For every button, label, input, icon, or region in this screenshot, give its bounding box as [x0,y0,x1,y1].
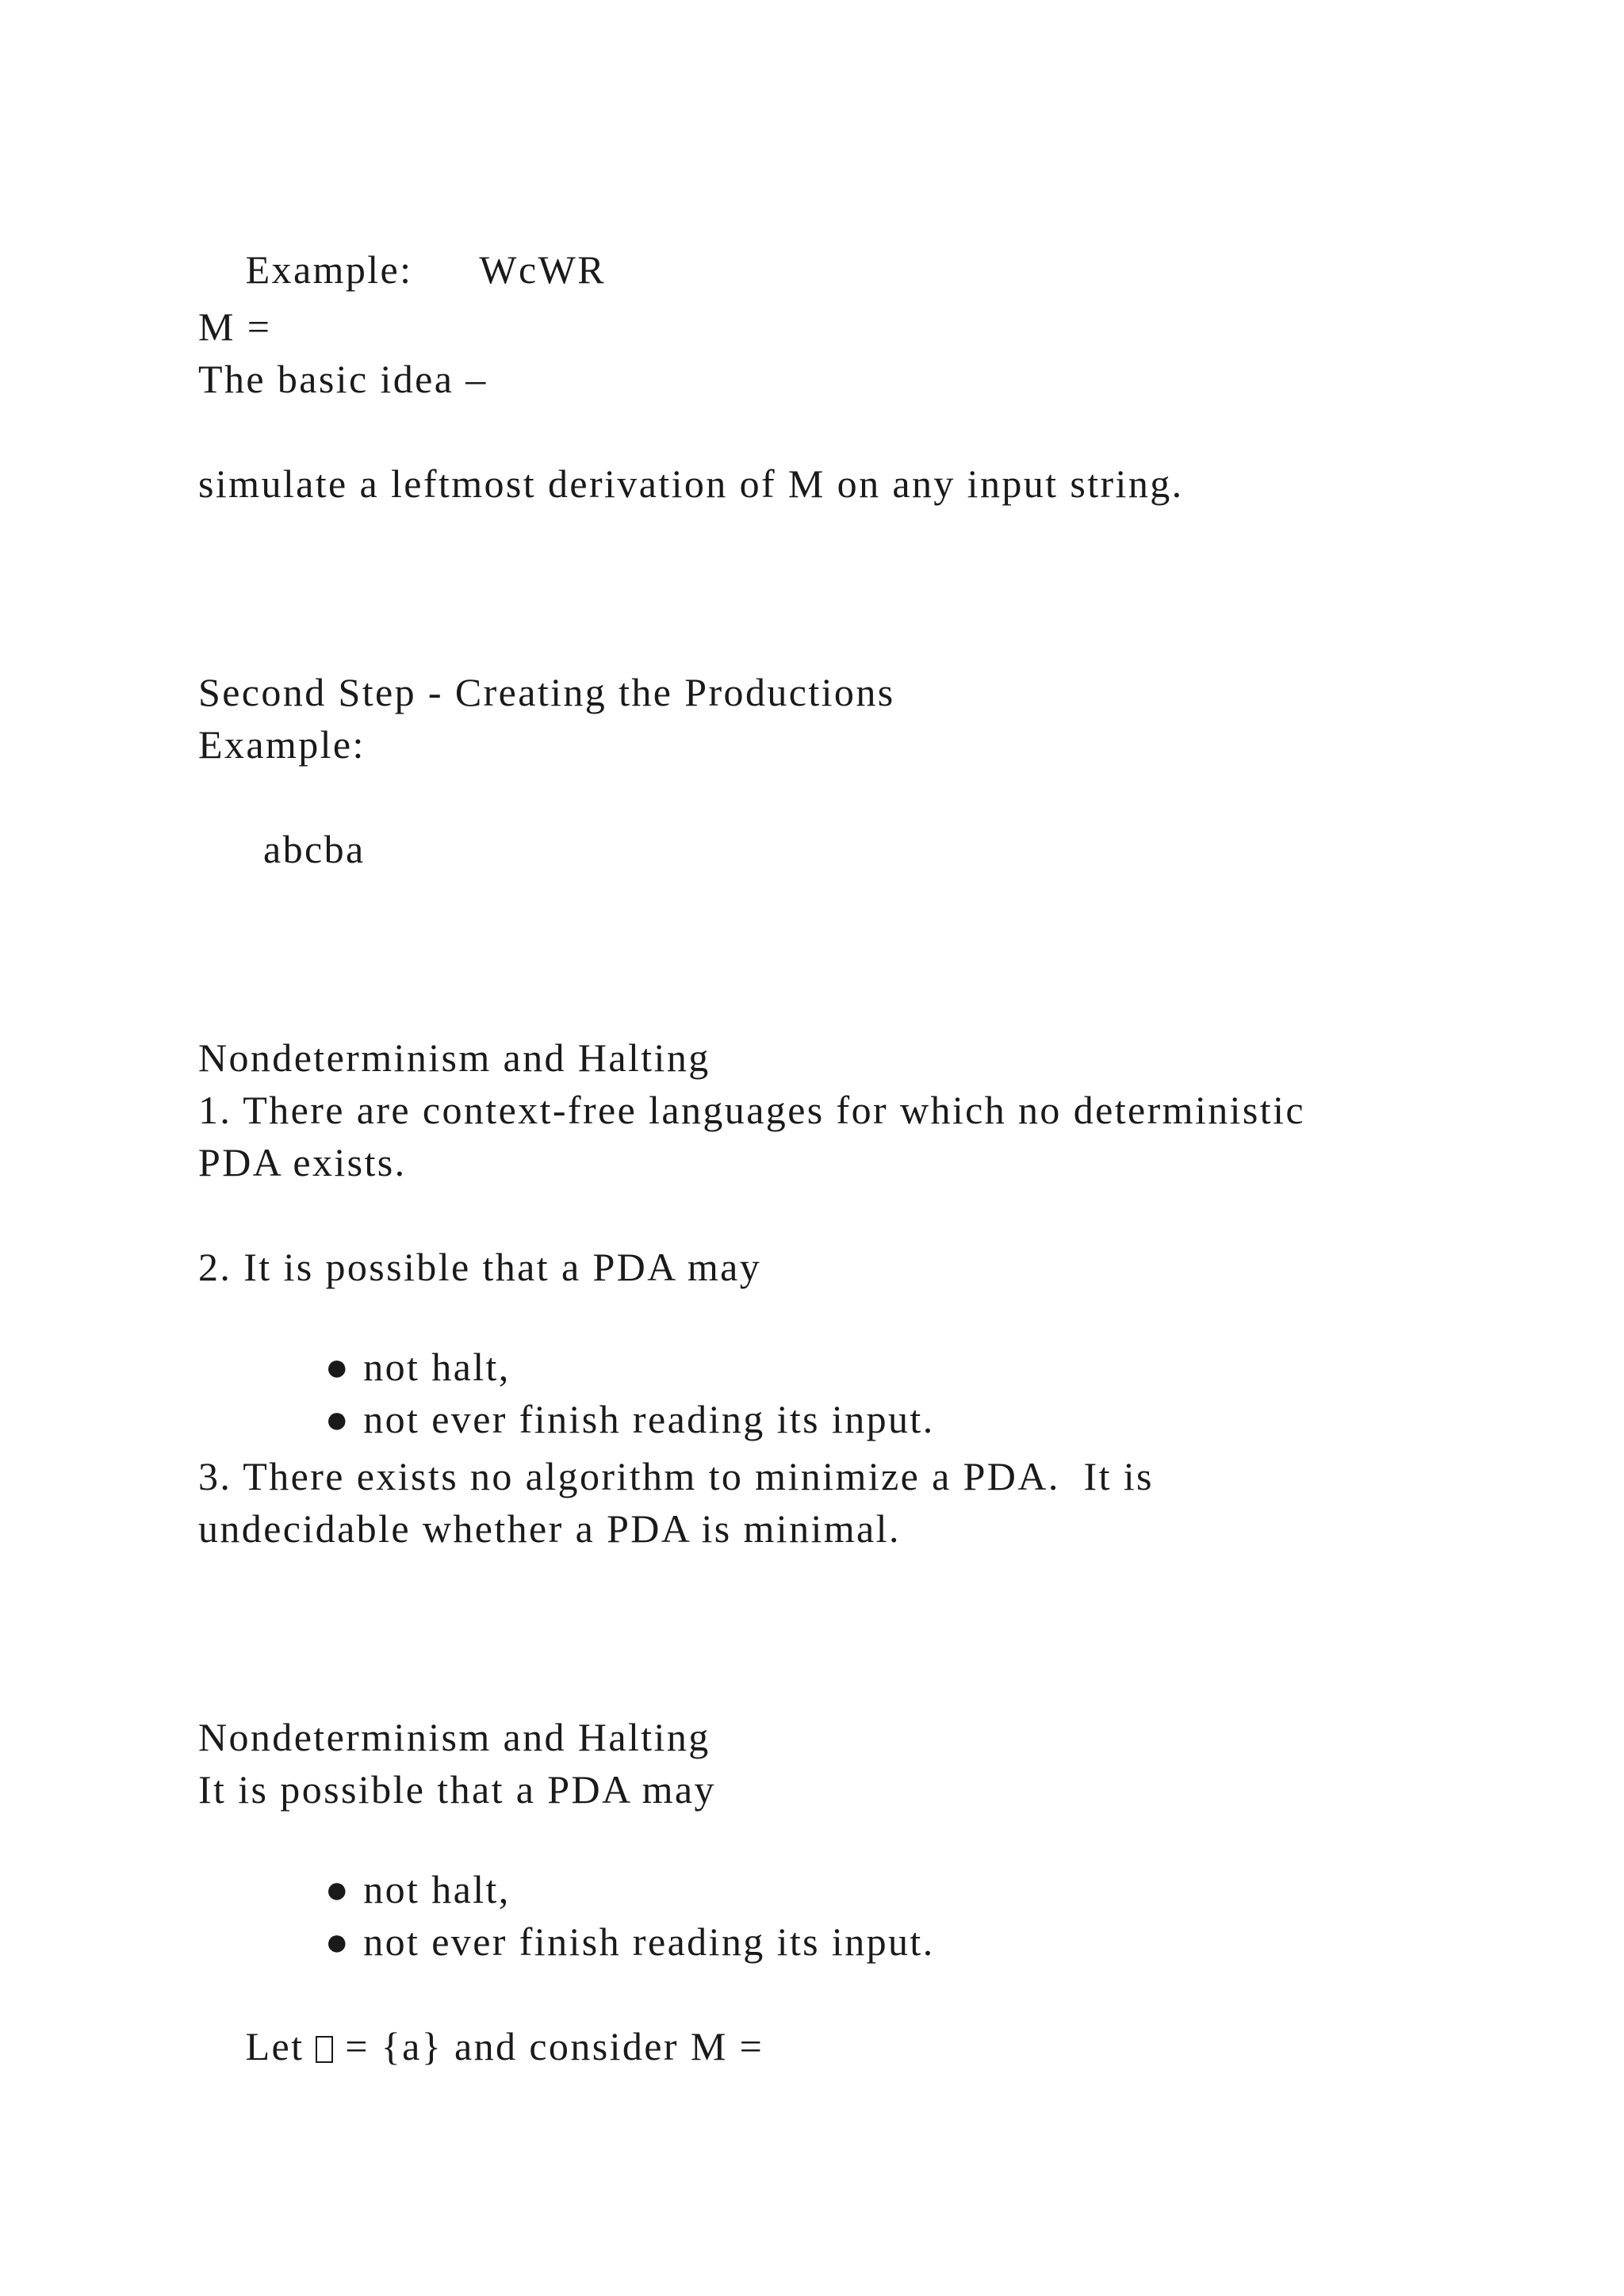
section3-heading: Nondeterminism and Halting [198,1035,710,1080]
m-definition: M = [198,304,272,349]
bullet-dot-icon: ● [324,1867,351,1911]
let-line [198,1975,764,2118]
bullet-dot-icon: ● [324,1397,351,1441]
let-prefix: Let [245,2024,304,2068]
item1-line1: 1. There are context-free languages for which no deterministic [198,1088,1305,1132]
basic-idea-line: The basic idea – [198,357,488,401]
section4-heading: Nondeterminism and Halting [198,1715,710,1759]
bullet-text: not halt, [363,1345,511,1389]
bullet-text: not halt, [363,1867,511,1911]
bullet-dot-icon: ● [324,1919,351,1964]
example-label: Example: [245,247,413,292]
section2-heading: Second Step - Creating the Productions [198,670,895,714]
item3-line2: undecidable whether a PDA is minimal. [198,1506,901,1551]
example-value: WcWR [479,247,606,292]
simulate-line: simulate a leftmost derivation of M on any input string. [198,461,1184,506]
item1-line2: PDA exists. [198,1140,407,1184]
item2-line: 2. It is possible that a PDA may [198,1245,762,1289]
let-suffix: = {a} and consider M = [345,2024,764,2068]
bullet-dot-icon: ● [324,1345,351,1389]
item3-line1: 3. There exists no algorithm to minimize a PDA. It is [198,1454,1154,1498]
example-string: abcba [263,827,366,871]
missing-glyph-icon [316,2036,333,2063]
bullet-text: not ever finish reading its input. [363,1397,935,1441]
section4-intro: It is possible that a PDA may [198,1767,716,1812]
bullet-text: not ever finish reading its input. [363,1919,935,1964]
section2-example-label: Example: [198,722,366,767]
